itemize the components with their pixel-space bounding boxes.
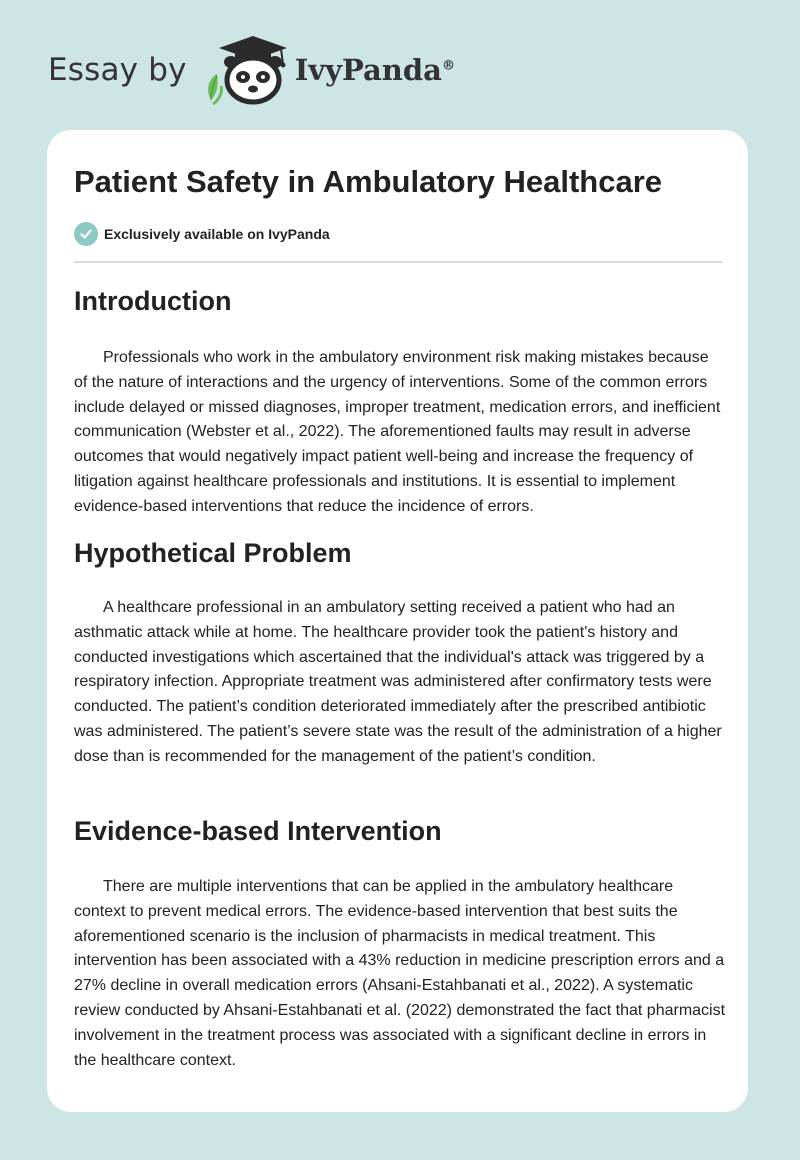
section-heading-evidence-based-intervention: Evidence-based Intervention <box>74 816 442 846</box>
section-text-hypothetical-problem: A healthcare professional in an ambulatory setting received a patient who had an asthmatic attack while at home. The healthcare provider took the patient's history and conducted investigations which ascertained that the individual's attack was triggered by a respiratory infection. Appropriate treatment was administered after confirmatory tests were conducted. The patient’s condition deteriorated immediately after the prescribed antibiotic was administered. The patient’s severe state was the result of the administration of a higher dose than is recommended for the management of the patient’s condition. <box>74 599 722 765</box>
divider <box>74 261 722 263</box>
section-heading-hypothetical-problem: Hypothetical Problem <box>74 538 352 568</box>
section-text-introduction: Professionals who work in the ambulatory environment risk making mistakes because of the nature of interactions and the urgency of interventions. Some of the common errors include delayed or missed diagnoses, improper treatment, medication errors, and inefficient communication (Webster et al., 2022). The aforementioned faults may result in adverse outcomes that would negatively impact patient well-being and increase the frequency of litigation against healthcare professionals and institutions. It is essential to implement evidence-based interventions that reduce the incidence of errors. <box>74 349 721 515</box>
checkmark-icon <box>74 222 98 246</box>
brand-name: IvyPanda® <box>294 53 455 87</box>
exclusive-badge-label: Exclusively available on IvyPanda <box>104 226 330 242</box>
panda-logo-icon[interactable] <box>201 30 291 110</box>
section-text-evidence-based-intervention: There are multiple interventions that can be applied in the ambulatory healthcare context to prevent medical errors. The evidence-based intervention that best suits the aforementioned scenario is the inclusion of pharmacists in medical treatment. This intervention has been associated with a 43% reduction in medicine prescription errors and a 27% decline in overall medication errors (Ahsani-Estahbanati et al., 2022). A systematic review conducted by Ahsani-Estahbanati et al. (2022) demonstrated the fact that pharmacist involvement in the treatment process was associated with a significant decline in errors in the healthcare context. <box>74 878 726 1069</box>
exclusive-badge <box>74 222 330 246</box>
section-heading-introduction: Introduction <box>74 286 232 316</box>
page-title: Patient Safety in Ambulatory Healthcare <box>74 164 663 199</box>
site-header <box>48 30 455 110</box>
essay-card <box>47 130 748 1112</box>
essay-by-label: Essay by <box>48 52 187 88</box>
registered-mark: ® <box>441 58 455 74</box>
